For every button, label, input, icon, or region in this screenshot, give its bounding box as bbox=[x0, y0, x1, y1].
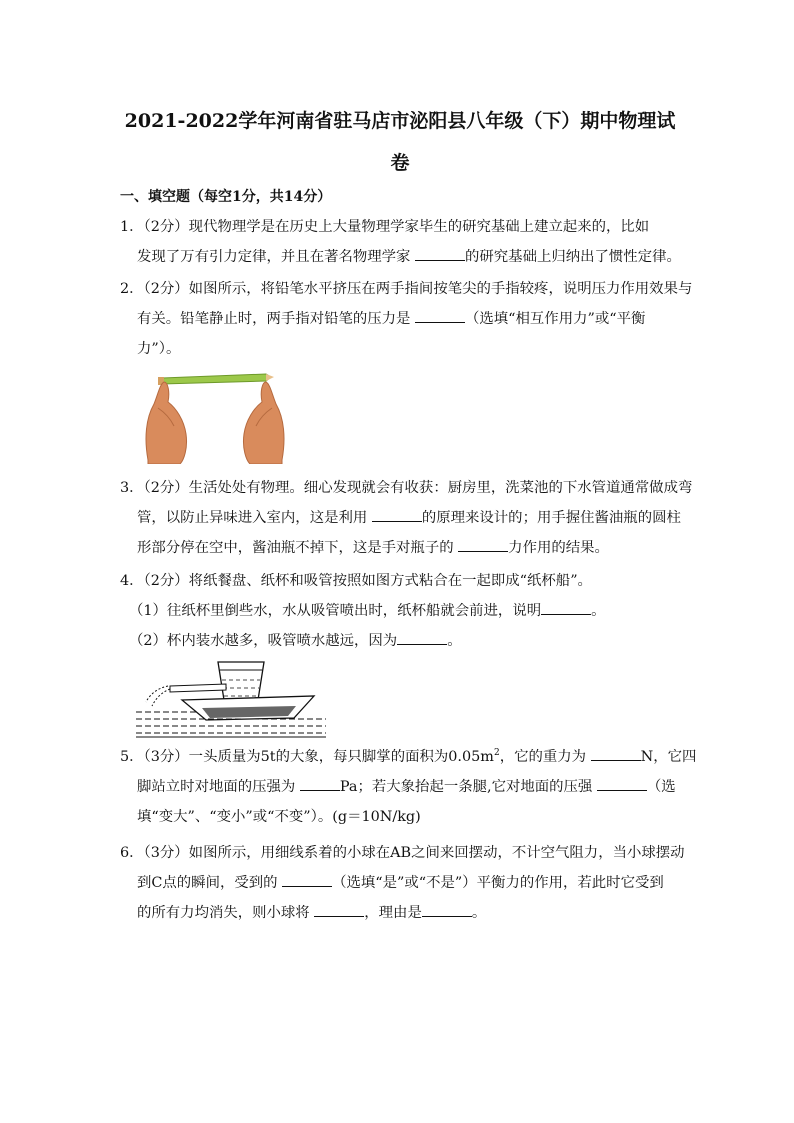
question-1 bbox=[120, 212, 680, 272]
q6-answer-blank-2[interactable] bbox=[314, 901, 364, 917]
q6-line-1: 6．（3分）如图所示，用细线系着的小球在AB之间来回摆动，不计空气阻力，当小球摆动 bbox=[120, 845, 685, 861]
q1-line-1: 1．（2分）现代物理学是在历史上大量物理学家毕生的研究基础上建立起来的，比如 bbox=[120, 219, 650, 235]
question-2 bbox=[120, 274, 693, 364]
q6-answer-blank-1[interactable] bbox=[282, 871, 332, 887]
exam-title bbox=[110, 100, 690, 184]
q6-line-3: 的所有力均消失，则小球将 ，理由是 。 bbox=[120, 898, 680, 928]
q5-answer-blank-1[interactable] bbox=[591, 745, 641, 761]
question-3 bbox=[120, 473, 693, 563]
q3-line-3: 形部分停在空中，酱油瓶不掉下，这是手对瓶子的 力作用的结果。 bbox=[120, 533, 680, 563]
q2-line-3: 力”）。 bbox=[137, 341, 181, 357]
q4-sub-1: （1）往纸杯里倒些水，水从吸管喷出时，纸杯船就会前进，说明 。 bbox=[120, 596, 680, 626]
q4-answer-blank-1[interactable] bbox=[541, 599, 591, 615]
q3-answer-blank-2[interactable] bbox=[458, 536, 508, 552]
paper-cup-boat-figure bbox=[136, 656, 326, 738]
q4-line-1: 4．（2分）将纸餐盘、纸杯和吸管按照如图方式粘合在一起即成“纸杯船”。 bbox=[120, 573, 592, 589]
q5-line-1: 5．（3分）一头质量为5t的大象，每只脚掌的面积为$0.05m^2$，它的重力为 N，它四 bbox=[120, 742, 680, 772]
question-6 bbox=[120, 838, 685, 928]
q5-line-2: 脚站立时对地面的压强为 Pa；若大象抬起一条腿,它对地面的压强 （选 bbox=[120, 772, 680, 802]
title-line-2: 卷 bbox=[390, 152, 410, 174]
q2-answer-blank[interactable] bbox=[415, 307, 465, 323]
q6-line-2: 到C点的瞬间，受到的 （选填“是”或“不是”）平衡力的作用，若此时它受到 bbox=[120, 868, 680, 898]
q2-line-1: 2．（2分）如图所示，将铅笔水平挤压在两手指间按笔尖的手指较疼，说明压力作用效果与 bbox=[120, 281, 693, 297]
q4-answer-blank-2[interactable] bbox=[397, 629, 447, 645]
q5-line-3: 填“变大”、“变小”或“不变”）。(g＝10N/kg) bbox=[137, 809, 421, 825]
q1-line-2: 发现了万有引力定律，并且在著名物理学家 的研究基础上归纳出了惯性定律。 bbox=[120, 242, 680, 272]
q2-line-2: 有关。铅笔静止时，两手指对铅笔的压力是 （选填“相互作用力”或“平衡 bbox=[120, 304, 680, 334]
q6-answer-blank-3[interactable] bbox=[422, 901, 472, 917]
question-4 bbox=[120, 566, 680, 656]
q3-answer-blank-1[interactable] bbox=[372, 506, 422, 522]
q3-line-2: 管，以防止异味进入室内，这是利用 的原理来设计的；用手握住酱油瓶的圆柱 bbox=[120, 503, 680, 533]
pencil-fingers-figure bbox=[140, 368, 290, 464]
q3-line-1: 3．（2分）生活处处有物理。细心发现就会有收获：厨房里，洗菜池的下水管道通常做成弯 bbox=[120, 480, 693, 496]
q4-sub-2: （2）杯内装水越多，吸管喷水越远，因为 。 bbox=[120, 626, 680, 656]
q1-answer-blank[interactable] bbox=[415, 245, 465, 261]
q5-answer-blank-2[interactable] bbox=[300, 775, 340, 791]
section-heading: 一、填空题（每空1分，共14分） bbox=[120, 189, 332, 205]
question-5 bbox=[120, 742, 697, 832]
q5-answer-blank-3[interactable] bbox=[597, 775, 647, 791]
title-line-1: 2021-2022学年河南省驻马店市泌阳县八年级（下）期中物理试 bbox=[124, 110, 676, 132]
